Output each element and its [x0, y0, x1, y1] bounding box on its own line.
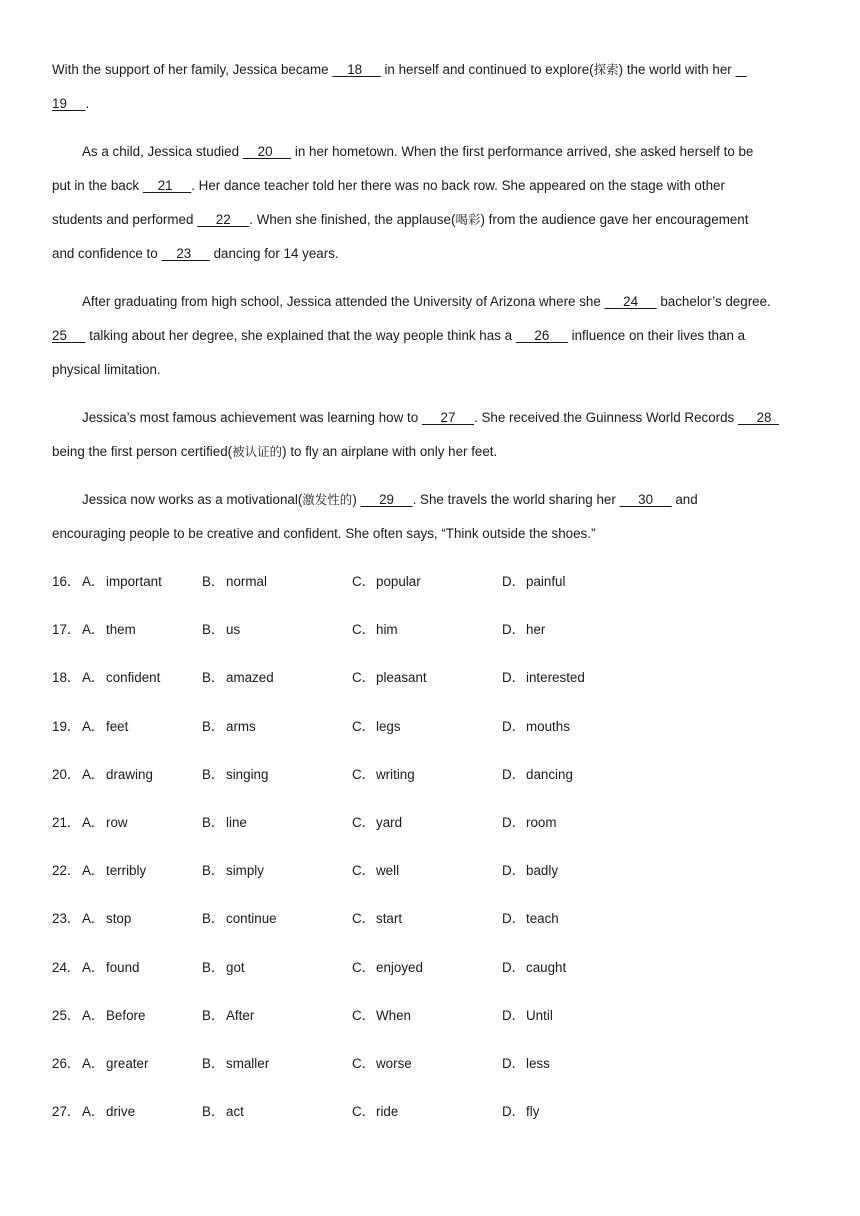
- option-letter: B．: [202, 911, 225, 926]
- passage-line: [52, 177, 725, 195]
- question-number: 20．: [52, 767, 81, 782]
- question-row: [52, 669, 692, 687]
- question-number: 26．: [52, 1056, 81, 1071]
- passage-text: bachelor’s degree.: [656, 294, 771, 309]
- passage-text: After graduating from high school, Jessica attended the University of Arizona where she: [82, 294, 605, 309]
- option-text: greater: [106, 1056, 149, 1071]
- option-letter: B．: [202, 574, 225, 589]
- question-number: 21．: [52, 815, 81, 830]
- option-text: her: [526, 622, 546, 637]
- option-letter: C．: [352, 815, 376, 830]
- answer-option[interactable]: [352, 1007, 411, 1025]
- question-row: [52, 621, 692, 639]
- option-letter: A．: [82, 574, 105, 589]
- option-letter: D．: [502, 911, 526, 926]
- option-text: arms: [226, 719, 256, 734]
- option-text: singing: [226, 767, 269, 782]
- option-letter: C．: [352, 911, 376, 926]
- answer-option[interactable]: [502, 621, 545, 639]
- option-text: popular: [376, 574, 421, 589]
- blank-21: 21: [142, 178, 192, 193]
- answer-option[interactable]: [502, 718, 570, 736]
- option-letter: C．: [352, 574, 376, 589]
- question-row: [52, 910, 692, 928]
- option-letter: B．: [202, 960, 225, 975]
- option-letter: B．: [202, 767, 225, 782]
- blank-28: 28: [737, 410, 779, 425]
- gloss-text: 喝彩: [455, 212, 481, 227]
- passage-text: ) the world with her: [618, 62, 736, 77]
- answer-option[interactable]: [502, 1103, 539, 1121]
- passage-text: and confidence to: [52, 246, 162, 261]
- option-text: them: [106, 622, 136, 637]
- blank-25: 25: [52, 328, 86, 343]
- option-text: drive: [106, 1104, 136, 1119]
- passage-text: ): [352, 492, 361, 507]
- option-text: When: [376, 1008, 411, 1023]
- option-text: confident: [106, 670, 161, 685]
- option-letter: C．: [352, 1008, 376, 1023]
- passage-text: ) from the audience gave her encouragement: [480, 212, 749, 227]
- blank-19-start: [735, 61, 746, 79]
- answer-option[interactable]: [502, 669, 585, 687]
- option-letter: C．: [352, 863, 376, 878]
- option-text: dancing: [526, 767, 573, 782]
- option-text: got: [226, 960, 245, 975]
- option-text: pleasant: [376, 670, 427, 685]
- option-text: worse: [376, 1056, 412, 1071]
- passage-line: [52, 95, 89, 113]
- passage-text: . Her dance teacher told her there was no back row. She appeared on the stage with other: [191, 178, 725, 193]
- question-number: 16．: [52, 574, 81, 589]
- option-letter: A．: [82, 622, 105, 637]
- question-number: 22．: [52, 863, 81, 878]
- blank-26: 26: [515, 328, 568, 343]
- option-text: mouths: [526, 719, 570, 734]
- answer-option[interactable]: [82, 814, 128, 832]
- question-row: [52, 718, 692, 736]
- option-text: him: [376, 622, 398, 637]
- question-row: [52, 573, 692, 591]
- blank-30: 30: [619, 492, 672, 507]
- passage-line: [82, 293, 771, 311]
- passage-line: [52, 525, 595, 543]
- passage-text: . She received the Guinness World Records: [474, 410, 738, 425]
- passage-text: dancing for 14 years.: [209, 246, 339, 261]
- blank-27: 27: [421, 410, 474, 425]
- answer-option[interactable]: [82, 1055, 148, 1073]
- option-letter: D．: [502, 1104, 526, 1119]
- blank-19: 19: [52, 96, 86, 111]
- option-text: badly: [526, 863, 559, 878]
- option-text: continue: [226, 911, 277, 926]
- option-letter: B．: [202, 670, 225, 685]
- option-letter: D．: [502, 767, 526, 782]
- answer-option[interactable]: [352, 910, 402, 928]
- passage-line: [52, 327, 745, 345]
- answer-option[interactable]: [352, 814, 402, 832]
- answer-option[interactable]: [82, 1103, 135, 1121]
- option-text: amazed: [226, 670, 274, 685]
- option-text: legs: [376, 719, 401, 734]
- option-text: important: [106, 574, 162, 589]
- question-number: 23．: [52, 911, 81, 926]
- answer-option[interactable]: [352, 718, 401, 736]
- option-letter: D．: [502, 1056, 526, 1071]
- option-text: terribly: [106, 863, 147, 878]
- option-letter: B．: [202, 863, 225, 878]
- option-letter: D．: [502, 719, 526, 734]
- blank-22: 22: [197, 212, 250, 227]
- answer-option[interactable]: [502, 959, 566, 977]
- option-text: Until: [526, 1008, 553, 1023]
- question-number: 27．: [52, 1104, 81, 1119]
- option-text: drawing: [106, 767, 153, 782]
- option-letter: A．: [82, 1008, 105, 1023]
- answer-option[interactable]: [352, 669, 427, 687]
- answer-option[interactable]: [502, 814, 557, 832]
- answer-option[interactable]: [202, 814, 247, 832]
- option-text: Before: [106, 1008, 146, 1023]
- option-text: well: [376, 863, 400, 878]
- passage-line: [52, 211, 748, 229]
- answer-option[interactable]: [202, 1055, 269, 1073]
- answer-option[interactable]: [502, 573, 565, 591]
- option-text: us: [226, 622, 241, 637]
- answer-option[interactable]: [82, 718, 128, 736]
- blank-29: 29: [360, 492, 413, 507]
- question-number: 19．: [52, 719, 81, 734]
- option-letter: B．: [202, 815, 225, 830]
- passage-text: talking about her degree, she explained that the way people think has a: [85, 328, 516, 343]
- gloss-text: 激发性的: [302, 492, 353, 507]
- option-text: act: [226, 1104, 244, 1119]
- passage-text: Jessica now works as a motivational(: [82, 492, 303, 507]
- blank-20: 20: [242, 144, 292, 159]
- answer-option[interactable]: [202, 910, 277, 928]
- option-letter: A．: [82, 1056, 105, 1071]
- passage-text: encouraging people to be creative and confident. She often says, “Think outside the shoes.”: [52, 526, 596, 541]
- answer-option[interactable]: [202, 862, 264, 880]
- question-number: 25．: [52, 1008, 81, 1023]
- blank-18: 18: [332, 62, 381, 77]
- answer-option[interactable]: [82, 573, 162, 591]
- answer-option[interactable]: [502, 766, 573, 784]
- passage-text: ) to fly an airplane with only her feet.: [282, 444, 498, 459]
- option-text: yard: [376, 815, 403, 830]
- option-letter: D．: [502, 1008, 526, 1023]
- answer-option[interactable]: [82, 910, 131, 928]
- passage-text: being the first person certified(: [52, 444, 233, 459]
- option-letter: C．: [352, 1056, 376, 1071]
- passage-line: [52, 61, 747, 79]
- option-letter: A．: [82, 719, 105, 734]
- option-letter: A．: [82, 960, 105, 975]
- passage-line: [52, 245, 339, 263]
- answer-option[interactable]: [352, 573, 421, 591]
- question-row: [52, 766, 692, 784]
- answer-option[interactable]: [202, 1103, 244, 1121]
- option-letter: A．: [82, 815, 105, 830]
- answer-option[interactable]: [202, 1007, 254, 1025]
- option-text: After: [226, 1008, 255, 1023]
- passage-text: As a child, Jessica studied: [82, 144, 243, 159]
- option-text: smaller: [226, 1056, 270, 1071]
- gloss-text: 探索: [593, 62, 619, 77]
- answer-option[interactable]: [352, 766, 415, 784]
- question-number: 18．: [52, 670, 81, 685]
- option-letter: A．: [82, 670, 105, 685]
- option-letter: C．: [352, 960, 376, 975]
- option-text: less: [526, 1056, 550, 1071]
- option-letter: D．: [502, 960, 526, 975]
- passage-line: [82, 409, 779, 427]
- blank-24: 24: [604, 294, 657, 309]
- answer-option[interactable]: [202, 669, 274, 687]
- question-row: [52, 814, 692, 832]
- option-text: room: [526, 815, 557, 830]
- option-letter: B．: [202, 1104, 225, 1119]
- answer-option[interactable]: [202, 766, 268, 784]
- option-letter: C．: [352, 670, 376, 685]
- passage-text: in herself and continued to explore(: [380, 62, 594, 77]
- option-letter: D．: [502, 574, 526, 589]
- option-text: fly: [526, 1104, 540, 1119]
- passage-text: . She travels the world sharing her: [412, 492, 620, 507]
- gloss-text: 被认证的: [232, 444, 283, 459]
- option-text: teach: [526, 911, 559, 926]
- passage-line: [52, 361, 161, 379]
- answer-option[interactable]: [82, 669, 160, 687]
- option-letter: C．: [352, 767, 376, 782]
- option-text: writing: [376, 767, 415, 782]
- answer-option[interactable]: [352, 1103, 398, 1121]
- answer-option[interactable]: [502, 910, 559, 928]
- passage-text: physical limitation.: [52, 362, 161, 377]
- answer-option[interactable]: [82, 862, 146, 880]
- passage-text: put in the back: [52, 178, 143, 193]
- passage-text: students and performed: [52, 212, 198, 227]
- question-row: [52, 1103, 692, 1121]
- option-text: line: [226, 815, 247, 830]
- answer-option[interactable]: [352, 959, 423, 977]
- option-text: stop: [106, 911, 132, 926]
- option-letter: A．: [82, 767, 105, 782]
- option-text: normal: [226, 574, 267, 589]
- answer-option[interactable]: [352, 621, 398, 639]
- answer-option[interactable]: [82, 621, 136, 639]
- passage-line: [52, 443, 497, 461]
- question-number: 17．: [52, 622, 81, 637]
- option-text: painful: [526, 574, 566, 589]
- answer-option[interactable]: [502, 1007, 553, 1025]
- answer-option[interactable]: [202, 718, 256, 736]
- passage-text: in her hometown. When the first performance arrived, she asked herself to be: [291, 144, 754, 159]
- question-row: [52, 1055, 692, 1073]
- answer-option[interactable]: [202, 573, 267, 591]
- option-letter: B．: [202, 1056, 225, 1071]
- option-text: row: [106, 815, 128, 830]
- passage-text: .: [85, 96, 90, 111]
- option-letter: D．: [502, 622, 526, 637]
- option-text: feet: [106, 719, 129, 734]
- option-letter: D．: [502, 670, 526, 685]
- question-row: [52, 959, 692, 977]
- option-text: ride: [376, 1104, 399, 1119]
- option-text: enjoyed: [376, 960, 423, 975]
- passage-text: Jessica’s most famous achievement was learning how to: [82, 410, 422, 425]
- option-letter: A．: [82, 1104, 105, 1119]
- passage-line: [82, 491, 698, 509]
- passage-line: [82, 143, 753, 161]
- option-letter: C．: [352, 719, 376, 734]
- option-text: start: [376, 911, 403, 926]
- answer-option[interactable]: [82, 1007, 145, 1025]
- answer-option[interactable]: [352, 862, 399, 880]
- passage-text: . When she finished, the applause(: [249, 212, 456, 227]
- answer-option[interactable]: [202, 621, 240, 639]
- passage-text: influence on their lives than a: [567, 328, 746, 343]
- answer-option[interactable]: [82, 766, 153, 784]
- option-letter: B．: [202, 719, 225, 734]
- option-letter: B．: [202, 622, 225, 637]
- answer-option[interactable]: [202, 959, 245, 977]
- option-letter: D．: [502, 863, 526, 878]
- option-letter: C．: [352, 1104, 376, 1119]
- option-letter: C．: [352, 622, 376, 637]
- question-row: [52, 862, 692, 880]
- answer-option[interactable]: [502, 862, 558, 880]
- option-letter: D．: [502, 815, 526, 830]
- option-text: found: [106, 960, 140, 975]
- question-number: 24．: [52, 960, 81, 975]
- question-row: [52, 1007, 692, 1025]
- option-text: simply: [226, 863, 264, 878]
- option-letter: A．: [82, 863, 105, 878]
- passage-text: With the support of her family, Jessica became: [52, 62, 333, 77]
- option-text: interested: [526, 670, 585, 685]
- answer-option[interactable]: [82, 959, 140, 977]
- blank-23: 23: [161, 246, 210, 261]
- option-letter: A．: [82, 911, 105, 926]
- answer-option[interactable]: [502, 1055, 550, 1073]
- option-letter: B．: [202, 1008, 225, 1023]
- passage-text: and: [671, 492, 698, 507]
- answer-option[interactable]: [352, 1055, 412, 1073]
- option-text: caught: [526, 960, 567, 975]
